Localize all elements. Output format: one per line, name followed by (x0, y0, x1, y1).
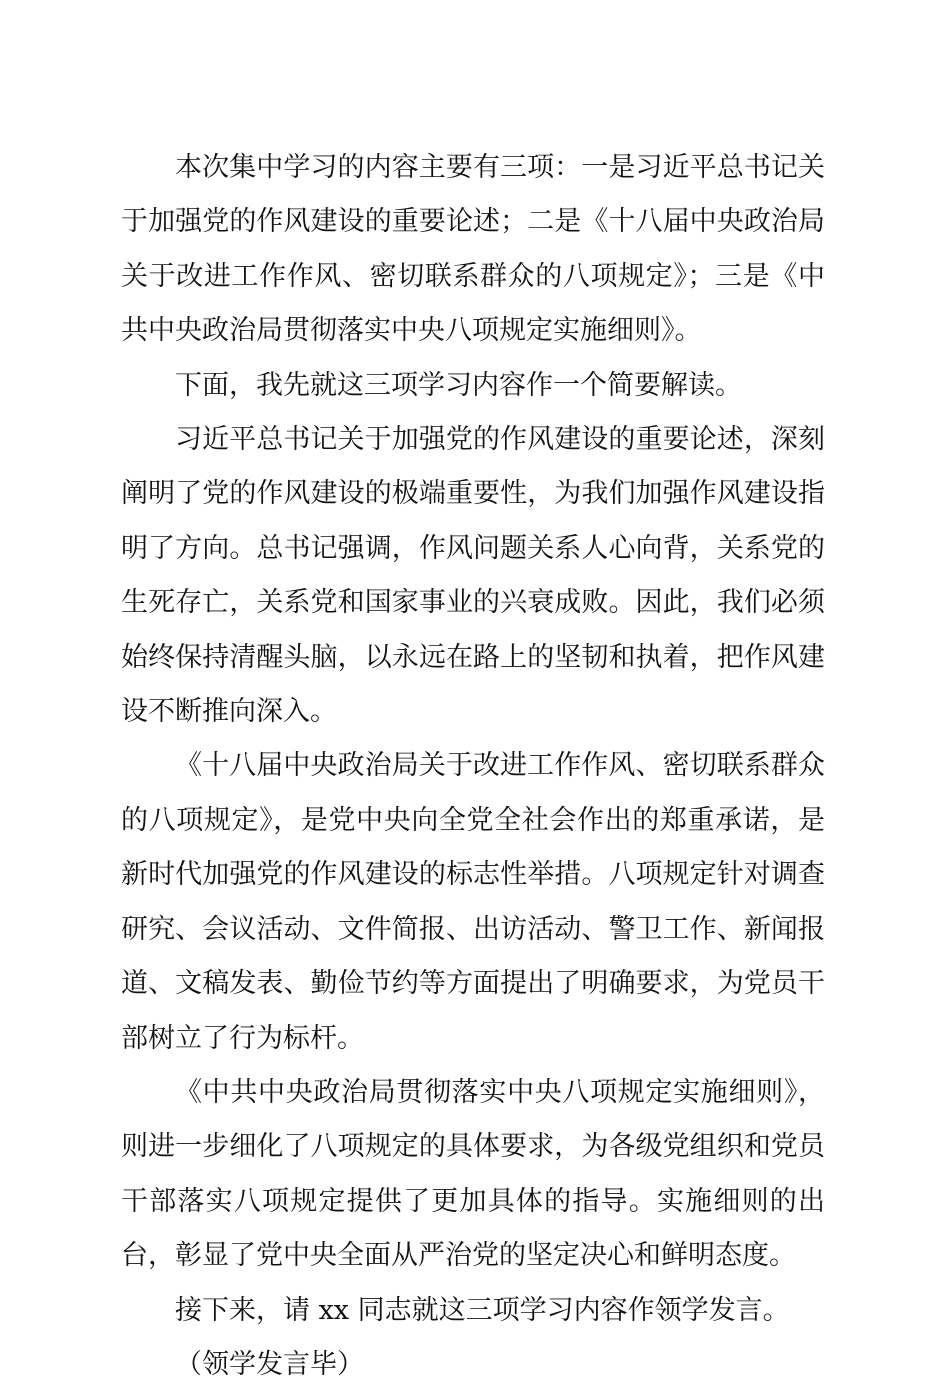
paragraph-next-speaker: 接下来，请 xx 同志就这三项学习内容作领学发言。 (175, 1294, 790, 1326)
document-body (121, 141, 825, 1392)
paragraph-speech-end-note: （领学发言毕） (175, 1348, 364, 1380)
paragraph-interpretation-intro: 下面，我先就这三项学习内容作一个简要解读。 (175, 369, 742, 401)
paragraph-study-contents: 本次集中学习的内容主要有三项：一是习近平总书记关于加强党的作风建设的重要论述；二是《十八届中央政治局关于改进工作作风、密切联系群众的八项规定》；三是《中共中央政治局贯彻落实中央八项规定实施细则》。 (121, 152, 825, 347)
paragraph-implementation-rules: 《中共中央政治局贯彻落实中央八项规定实施细则》，则进一步细化了八项规定的具体要求，为各级党组织和党员干部落实八项规定提供了更加具体的指导。实施细则的出台，彰显了党中央全面从严治党的坚定决心和鲜明态度。 (121, 1076, 825, 1272)
paragraph-eight-point-rules: 《十八届中央政治局关于改进工作作风、密切联系群众的八项规定》，是党中央向全党全社会作出的郑重承诺，是新时代加强党的作风建设的标志性举措。八项规定针对调查研究、会议活动、文件简报、出访活动、警卫工作、新闻报道、文稿发表、勤俭节约等方面提出了明确要求，为党员干部树立了行为标杆。 (121, 750, 825, 1054)
paragraph-important-remarks: 习近平总书记关于加强党的作风建设的重要论述，深刻阐明了党的作风建设的极端重要性，为我们加强作风建设指明了方向。总书记强调，作风问题关系人心向背，关系党的生死存亡，关系党和国家事业的兴衰成败。因此，我们必须始终保持清醒头脑，以永远在路上的坚韧和执着，把作风建设不断推向深入。 (121, 424, 825, 728)
